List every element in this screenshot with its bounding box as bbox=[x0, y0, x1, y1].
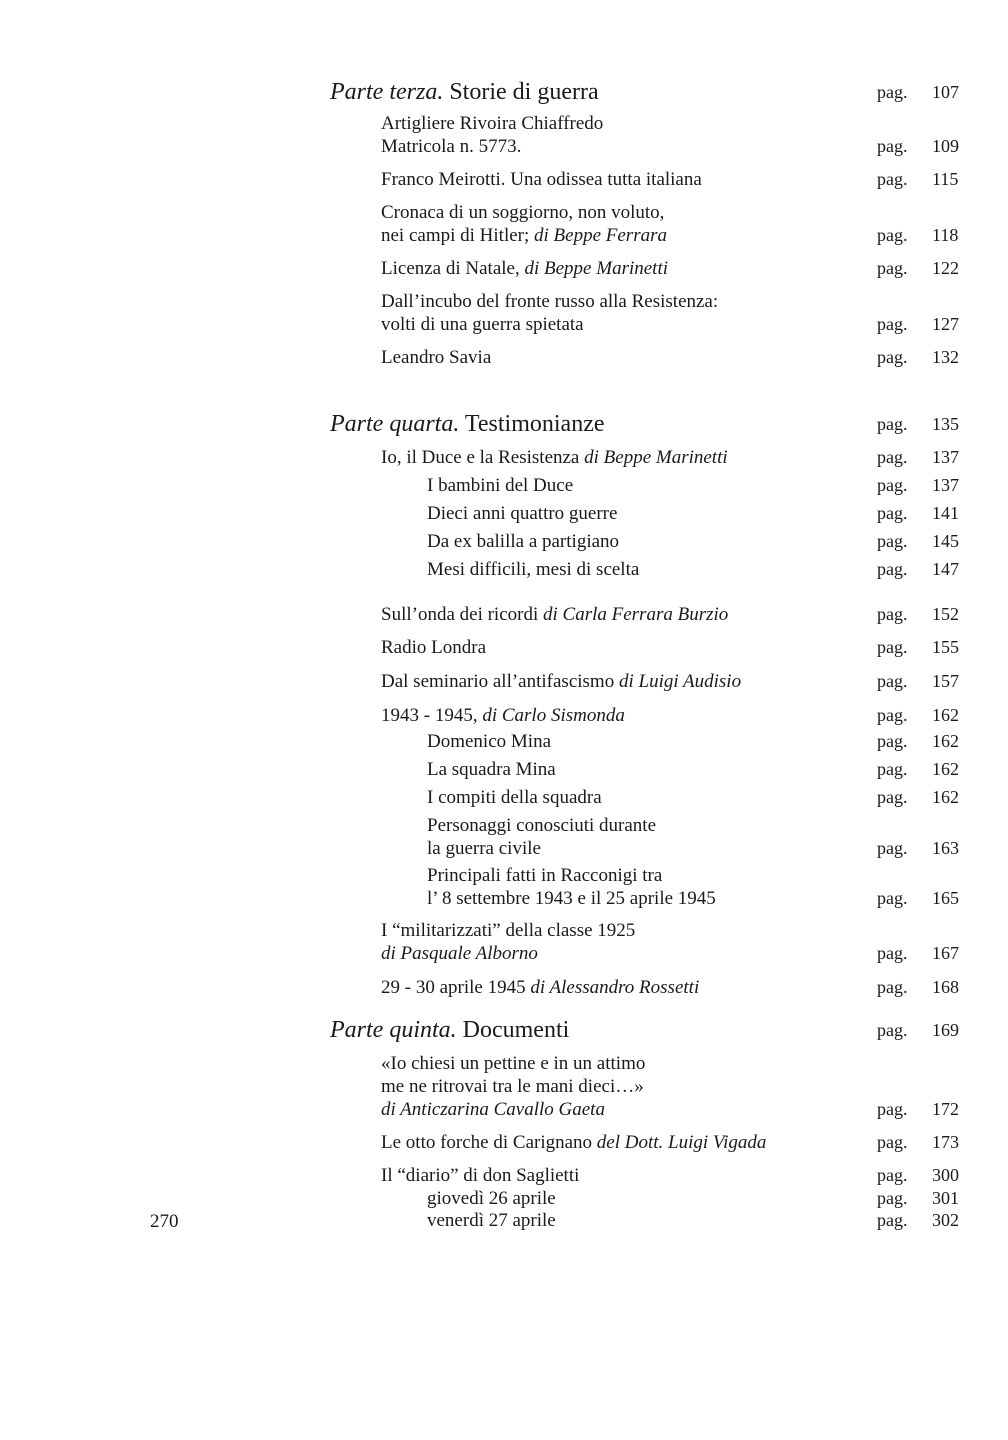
page-ref-number: 155 bbox=[932, 637, 959, 657]
title-part: Radio Londra bbox=[381, 637, 487, 658]
title-italic-part: di Pasquale Alborno bbox=[381, 943, 538, 964]
page-ref-number: 115 bbox=[932, 169, 959, 189]
page-ref-number: 302 bbox=[932, 1210, 959, 1230]
toc-entry-title bbox=[381, 636, 486, 659]
pag-label: pag. bbox=[877, 888, 908, 908]
toc-entry-title bbox=[427, 502, 617, 525]
title-part: Mesi difficili, mesi di scelta bbox=[427, 559, 640, 580]
title-part: Storie di guerra bbox=[443, 79, 599, 105]
toc-entry-title bbox=[381, 976, 699, 999]
toc-entry-title bbox=[381, 704, 625, 727]
title-part: I bambini del Duce bbox=[427, 475, 574, 496]
title-italic-part: di Carla Ferrara Burzio bbox=[543, 604, 729, 625]
page-ref-number: 137 bbox=[932, 475, 959, 495]
toc-entry-title bbox=[427, 530, 619, 553]
page-ref-number: 135 bbox=[932, 414, 959, 434]
pag-label: pag. bbox=[877, 838, 908, 858]
title-part: Io, il Duce e la Resistenza bbox=[381, 447, 585, 468]
title-italic-part: Parte quarta. bbox=[330, 411, 460, 437]
pag-label: pag. bbox=[877, 1165, 908, 1185]
pag-label: pag. bbox=[877, 414, 908, 434]
title-italic-part: di Beppe Marinetti bbox=[524, 258, 669, 279]
title-part: Cronaca di un soggiorno, non voluto, nei campi di Hitler; bbox=[381, 202, 665, 246]
title-part: I “militarizzati” della classe 1925 bbox=[381, 920, 636, 941]
toc-entry-title bbox=[427, 786, 602, 809]
title-italic-part: del Dott. Luigi Vigada bbox=[596, 1132, 767, 1153]
toc-entry-title bbox=[330, 78, 599, 106]
pag-label: pag. bbox=[877, 136, 908, 156]
pag-label: pag. bbox=[877, 787, 908, 807]
page-ref-number: 132 bbox=[932, 347, 959, 367]
title-part: Dieci anni quattro guerre bbox=[427, 503, 618, 524]
toc-entry-title bbox=[381, 446, 728, 469]
page-ref-number: 109 bbox=[932, 136, 959, 156]
toc-entry-title bbox=[427, 758, 556, 781]
pag-label: pag. bbox=[877, 731, 908, 751]
toc-entry-title bbox=[330, 1016, 569, 1044]
title-part: Dall’incubo del fronte russo alla Resistenza: volti di una guerra spietata bbox=[381, 291, 719, 335]
pag-label: pag. bbox=[877, 347, 908, 367]
title-part: venerdì 27 aprile bbox=[427, 1210, 556, 1231]
pag-label: pag. bbox=[877, 314, 908, 334]
page-ref-number: 107 bbox=[932, 82, 959, 102]
pag-label: pag. bbox=[877, 977, 908, 997]
pag-label: pag. bbox=[877, 559, 908, 579]
title-italic-part: di Anticzarina Cavallo Gaeta bbox=[381, 1099, 605, 1120]
page-ref-number: 118 bbox=[932, 225, 959, 245]
pag-label: pag. bbox=[877, 1188, 908, 1208]
title-part: Artigliere Rivoira Chiaffredo Matricola n. 5773. bbox=[381, 113, 604, 157]
pag-label: pag. bbox=[877, 503, 908, 523]
pag-label: pag. bbox=[877, 1132, 908, 1152]
page-number: 270 bbox=[150, 1211, 179, 1232]
toc-entry-title bbox=[381, 346, 491, 369]
page-ref-number: 152 bbox=[932, 604, 959, 624]
page-ref-number: 168 bbox=[932, 977, 959, 997]
title-part: 29 - 30 aprile 1945 bbox=[381, 977, 531, 998]
page-ref-number: 127 bbox=[932, 314, 959, 334]
page-ref-number: 141 bbox=[932, 503, 959, 523]
toc-entry-title bbox=[381, 112, 603, 158]
pag-label: pag. bbox=[877, 705, 908, 725]
page-ref-number: 145 bbox=[932, 531, 959, 551]
page-ref-number: 162 bbox=[932, 731, 959, 751]
title-part: Principali fatti in Racconigi tra l’ 8 settembre 1943 e il 25 aprile 1945 bbox=[427, 865, 716, 909]
title-part: Il “diario” di don Saglietti bbox=[381, 1165, 580, 1186]
toc-entry-title bbox=[381, 1164, 579, 1187]
page-ref-number: 137 bbox=[932, 447, 959, 467]
page-ref-number: 165 bbox=[932, 888, 959, 908]
pag-label: pag. bbox=[877, 258, 908, 278]
toc-entry-title bbox=[381, 168, 702, 191]
toc-entry-title bbox=[427, 864, 716, 910]
toc-entry-title bbox=[381, 1052, 645, 1121]
title-part: Licenza di Natale, bbox=[381, 258, 525, 279]
pag-label: pag. bbox=[877, 604, 908, 624]
pag-label: pag. bbox=[877, 1210, 908, 1230]
page-ref-number: 169 bbox=[932, 1020, 959, 1040]
page-ref-number: 162 bbox=[932, 759, 959, 779]
title-italic-part: Parte quinta. bbox=[330, 1017, 457, 1043]
page-ref-number: 162 bbox=[932, 705, 959, 725]
page-ref-number: 162 bbox=[932, 787, 959, 807]
page-ref-number: 173 bbox=[932, 1132, 959, 1152]
title-part: 1943 - 1945, bbox=[381, 705, 483, 726]
pag-label: pag. bbox=[877, 671, 908, 691]
title-part: Leandro Savia bbox=[381, 347, 492, 368]
title-italic-part: di Beppe Marinetti bbox=[584, 447, 728, 468]
toc-entry-title bbox=[330, 410, 605, 438]
pag-label: pag. bbox=[877, 943, 908, 963]
toc-entry-title bbox=[381, 1131, 766, 1154]
page-ref-number: 157 bbox=[932, 671, 959, 691]
title-italic-part: di Beppe Ferrara bbox=[534, 225, 667, 246]
pag-label: pag. bbox=[877, 637, 908, 657]
page-ref-number: 300 bbox=[932, 1165, 959, 1185]
toc-entry-title bbox=[381, 201, 667, 247]
page-ref-number: 122 bbox=[932, 258, 959, 278]
toc-entry-title bbox=[381, 670, 741, 693]
toc-entry-title bbox=[427, 1209, 556, 1232]
page-ref-number: 301 bbox=[932, 1188, 959, 1208]
pag-label: pag. bbox=[877, 1099, 908, 1119]
pag-label: pag. bbox=[877, 531, 908, 551]
title-italic-part: di Alessandro Rossetti bbox=[530, 977, 700, 998]
title-part: Franco Meirotti. Una odissea tutta italiana bbox=[381, 169, 702, 190]
title-italic-part: di Carlo Sismonda bbox=[482, 705, 625, 726]
title-part: «Io chiesi un pettine e in un attimo me ne ritrovai tra le mani dieci…» bbox=[381, 1053, 646, 1097]
title-part: I compiti della squadra bbox=[427, 787, 602, 808]
toc-entry-title bbox=[427, 730, 551, 753]
toc-entry-title bbox=[381, 257, 668, 280]
title-part: Le otto forche di Carignano bbox=[381, 1132, 597, 1153]
toc-entry-title bbox=[381, 290, 718, 336]
title-part: giovedì 26 aprile bbox=[427, 1188, 556, 1209]
toc-entry-title bbox=[381, 603, 728, 626]
title-part: La squadra Mina bbox=[427, 759, 556, 780]
toc-entry-title bbox=[427, 474, 573, 497]
title-italic-part: Parte terza. bbox=[330, 79, 444, 105]
toc-entry-title bbox=[381, 919, 635, 965]
pag-label: pag. bbox=[877, 1020, 908, 1040]
toc-entry-title bbox=[427, 814, 656, 860]
title-part: Documenti bbox=[456, 1017, 570, 1043]
title-part: Domenico Mina bbox=[427, 731, 552, 752]
title-part: Dal seminario all’antifascismo bbox=[381, 671, 619, 692]
pag-label: pag. bbox=[877, 82, 908, 102]
title-part: Testimonianze bbox=[459, 411, 605, 437]
pag-label: pag. bbox=[877, 759, 908, 779]
toc-entry-title bbox=[427, 1187, 556, 1210]
page-ref-number: 147 bbox=[932, 559, 959, 579]
pag-label: pag. bbox=[877, 169, 908, 189]
title-italic-part: di Luigi Audisio bbox=[618, 671, 742, 692]
pag-label: pag. bbox=[877, 225, 908, 245]
pag-label: pag. bbox=[877, 447, 908, 467]
title-part: Da ex balilla a partigiano bbox=[427, 531, 620, 552]
page-ref-number: 167 bbox=[932, 943, 959, 963]
toc-entry-title bbox=[427, 558, 639, 581]
title-part: Personaggi conosciuti durante la guerra civile bbox=[427, 815, 657, 859]
page-ref-number: 172 bbox=[932, 1099, 959, 1119]
title-part: Sull’onda dei ricordi bbox=[381, 604, 543, 625]
page-ref-number: 163 bbox=[932, 838, 959, 858]
pag-label: pag. bbox=[877, 475, 908, 495]
